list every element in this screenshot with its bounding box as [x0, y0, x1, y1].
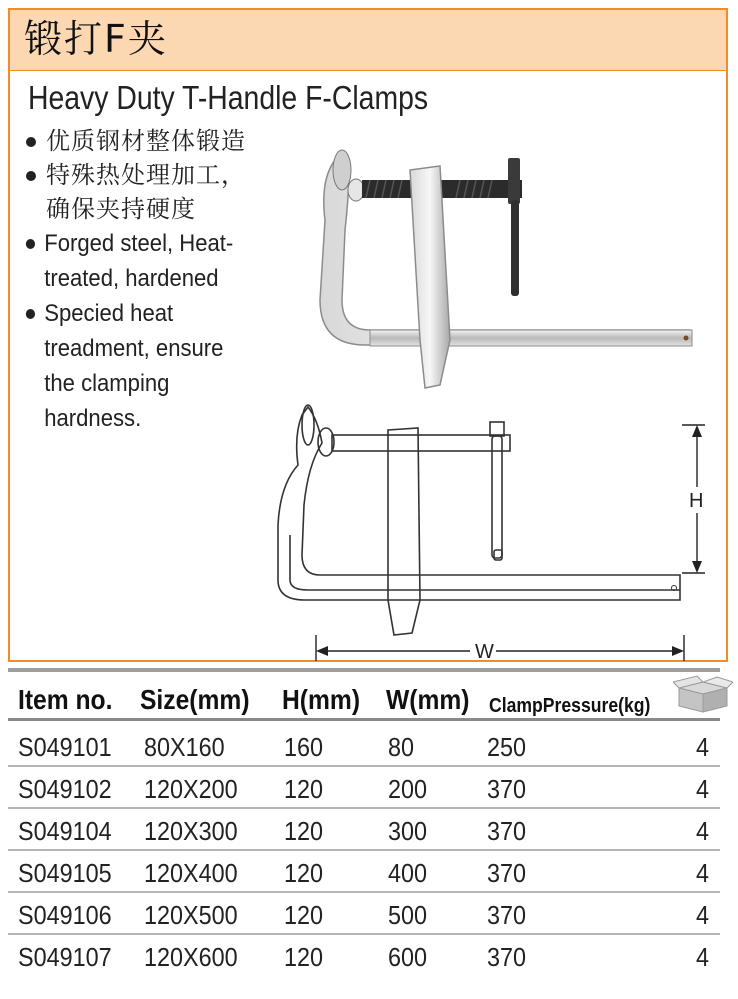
- bullet-dot-icon: [26, 137, 36, 147]
- cell-item-no: S049107: [18, 942, 112, 972]
- bullet-dot-icon: [26, 171, 36, 181]
- header-size: Size(mm): [140, 684, 250, 715]
- cell-pressure: 250: [487, 732, 527, 762]
- cell-pressure: 370: [487, 816, 527, 846]
- table-row: [8, 768, 720, 809]
- table-top-rule: [8, 668, 720, 672]
- header-rule: [8, 718, 720, 721]
- bullet-dot-icon: [26, 309, 35, 319]
- feature-line: 确保夹持硬度: [46, 195, 196, 223]
- cell-h: 120: [284, 816, 324, 846]
- dimension-w-label: W: [475, 641, 494, 663]
- cell-qty: 4: [696, 900, 710, 930]
- feature-line: treadment, ensure: [44, 335, 224, 362]
- cell-size: 120X300: [144, 816, 238, 846]
- cell-w: 200: [388, 774, 428, 804]
- header-clamp-pressure: ClampPressure(kg): [489, 695, 651, 717]
- cell-item-no: S049104: [18, 816, 112, 846]
- cell-h: 120: [284, 900, 324, 930]
- feature-list: [24, 124, 324, 436]
- cell-w: 400: [388, 858, 428, 888]
- header-w: W(mm): [386, 684, 470, 715]
- row-rule: [8, 891, 720, 893]
- cell-w: 600: [388, 942, 428, 972]
- feature-line: Forged steel, Heat-: [44, 230, 234, 257]
- cell-qty: 4: [696, 732, 710, 762]
- table-row: [8, 852, 720, 893]
- cell-qty: 4: [696, 858, 710, 888]
- table-row: [8, 726, 720, 767]
- cell-item-no: S049106: [18, 900, 112, 930]
- cell-size: 120X400: [144, 858, 238, 888]
- dimension-h-label: H: [689, 490, 704, 512]
- cell-qty: 4: [696, 774, 710, 804]
- carton-box-icon: [673, 674, 733, 714]
- feature-line: 优质钢材整体锻造: [46, 127, 246, 155]
- cell-h: 120: [284, 858, 324, 888]
- cell-qty: 4: [696, 816, 710, 846]
- cell-w: 500: [388, 900, 428, 930]
- header-item-no: Item no.: [18, 684, 113, 715]
- cell-pressure: 370: [487, 858, 527, 888]
- cell-item-no: S049101: [18, 732, 112, 762]
- cell-h: 160: [284, 732, 324, 762]
- cell-size: 120X600: [144, 942, 238, 972]
- feature-item: [24, 158, 324, 226]
- cell-pressure: 370: [487, 774, 527, 804]
- feature-line: hardness.: [44, 405, 142, 432]
- cell-qty: 4: [696, 942, 710, 972]
- row-rule: [8, 765, 720, 767]
- product-card: [8, 8, 728, 662]
- cell-item-no: S049105: [18, 858, 112, 888]
- feature-line: 特殊热处理加工，: [46, 161, 246, 189]
- cell-h: 120: [284, 942, 324, 972]
- cell-pressure: 370: [487, 942, 527, 972]
- table-row: [8, 810, 720, 851]
- bullet-dot-icon: [26, 239, 35, 249]
- cell-item-no: S049102: [18, 774, 112, 804]
- header-h: H(mm): [282, 684, 361, 715]
- cell-h: 120: [284, 774, 324, 804]
- feature-line: treated, hardened: [44, 265, 219, 292]
- spec-table: [8, 668, 728, 988]
- row-rule: [8, 933, 720, 935]
- row-rule: [8, 807, 720, 809]
- cell-size: 120X500: [144, 900, 238, 930]
- product-subtitle: Heavy Duty T-Handle F-Clamps: [28, 79, 429, 116]
- feature-line: the clamping: [44, 370, 170, 397]
- page-title: 锻打F夹: [24, 17, 168, 61]
- row-rule: [8, 849, 720, 851]
- cell-pressure: 370: [487, 900, 527, 930]
- dimension-drawing: [260, 395, 720, 665]
- title-bar: [10, 10, 726, 71]
- table-row: [8, 894, 720, 935]
- feature-line: Specied heat: [44, 300, 174, 327]
- cell-w: 80: [388, 732, 415, 762]
- cell-size: 80X160: [144, 732, 225, 762]
- table-row: [8, 936, 720, 977]
- cell-w: 300: [388, 816, 428, 846]
- cell-size: 120X200: [144, 774, 238, 804]
- clamp-photo: [290, 140, 710, 390]
- feature-item: [24, 124, 324, 158]
